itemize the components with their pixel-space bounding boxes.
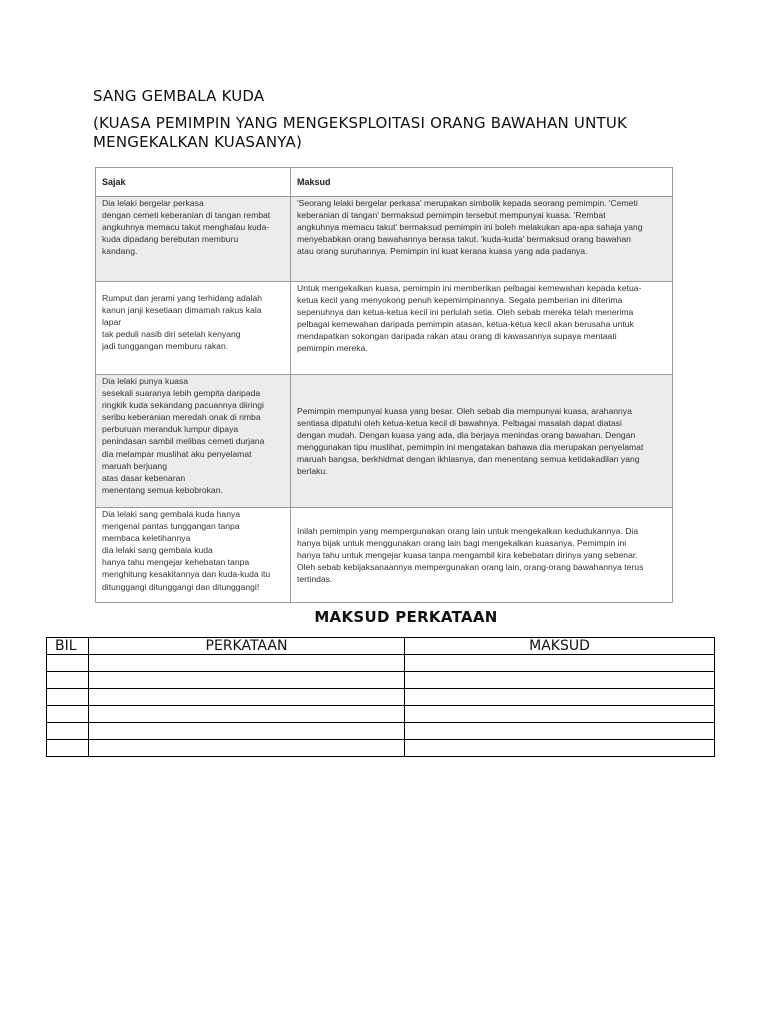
cell-text-line: atas dasar kebenaran [102,472,186,483]
cell-text-line: pelbagai kemewahan daripada pemimpin atasan, ketua-ketua kecil akan berusaha untuk [297,319,634,330]
sajak-cell [96,375,291,508]
maksud-cell[interactable] [405,723,715,740]
cell-text-line: sepenuhnya dan ketua-ketua kecil ini perlulah setia. Oleh sebab mereka telah menerima [297,307,634,318]
cell-text-line: hanya tahu untuk mengejar kuasa tanpa mengambil kira kebebatan dirinya yang sebenar. [297,549,638,560]
bil-cell[interactable] [47,689,89,706]
cell-text-line: dia melampar muslihat aku penyelamat [102,448,252,459]
word-row [47,655,715,672]
bil-cell[interactable] [47,740,89,757]
sajak-cell [96,282,291,375]
sajak-cell [96,508,291,603]
cell-text-line: jadi tunggangan memburu rakan. [102,341,229,352]
document-title: SANG GEMBALA KUDA [93,87,265,105]
header-perkataan: PERKATAAN [89,638,405,655]
cell-text-line: lapar [102,317,122,328]
cell-text-line: dengan cemeti keberanian di tangan rembat [102,210,271,221]
cell-text-line: tertindas. [297,574,333,585]
cell-text-line: menentang semua kebobrokan. [102,484,223,495]
header-maksud: MAKSUD [405,638,715,655]
header-sajak: Sajak [96,168,291,197]
cell-text-line: kuda dipadang berebutan memburu [102,234,239,245]
cell-text-line: berlaku. [297,466,328,477]
cell-text-line: sesekali suaranya lebih gempita daripada [102,388,261,399]
cell-text-line: 'Seorang lelaki bergelar perkasa' merupakan simbolik kepada seorang pemimpin. 'Cemeti [297,198,638,208]
poem-row [96,197,673,282]
bil-cell[interactable] [47,655,89,672]
perkataan-cell[interactable] [89,672,405,689]
document-subtitle: (KUASA PEMIMPIN YANG MENGEKSPLOITASI ORANG BAWAHAN UNTUK MENGEKALKAN KUASANYA) [93,114,628,151]
word-row [47,672,715,689]
cell-text-line: ringkik kuda sekandang pacuannya diiringi [102,400,264,411]
cell-text-line: keberanian di tangan' bermaksud pemimpin tersebut mempunyai kuasa. 'Rembat [297,210,606,221]
poem-table-header-row [96,168,673,197]
cell-text-line: atau orang suruhannya. Pemimpin ini kuat kerana kuasa yang ada padanya. [297,246,588,257]
maksud-cell [291,375,673,508]
bil-cell[interactable] [47,706,89,723]
cell-text-line: Inilah pemimpin yang mempergunakan orang lain untuk mengekalkan kedudukannya. Dia [297,525,639,536]
word-row [47,689,715,706]
cell-text-line: Rumput dan jerami yang terhidang adalah [102,293,263,303]
maksud-cell [291,197,673,282]
maksud-cell[interactable] [405,672,715,689]
cell-text-line: angkuhnya memacu takut menghalau kuda- [102,222,270,233]
cell-text-line: Dia lelaki punya kuasa [102,376,188,386]
cell-text-line: kandang. [102,246,138,257]
cell-text-line: Dia lelaki sang gembala kuda hanya [102,509,241,519]
cell-text-line: penindasan sambil melibas cemeti durjana [102,436,265,447]
header-maksud: Maksud [291,168,673,197]
cell-text-line: maruah bangsa, berkhidmat dengan ikhlasnya, dan menentang semua ketidakadilan yang [297,454,640,465]
cell-text-line: membaca keletihannya [102,533,191,544]
poem-row [96,282,673,375]
cell-text-line: ketua kecil yang menyokong penuh kepemimpinannya. Segala pemberian ini diterima [297,295,623,306]
cell-text-line: hanya bijak untuk menggunakan orang lain bagi mengekalkan kuasanya. Pemimpin ini [297,537,627,548]
cell-text-line: dia lelaki sang gembala kuda [102,545,213,556]
cell-text-line: menggunakan tipu muslihat, pemimpin ini mengatakan bahawa dia merupakan penyelamat [297,442,644,452]
poem-analysis-table [95,167,673,603]
cell-text-line: maruah berjuang [102,460,167,471]
maksud-cell[interactable] [405,689,715,706]
cell-text-line: tak peduli nasib diri setelah kenyang [102,329,241,340]
cell-text-line: seribu keberanian meredah onak di rimba [102,412,261,423]
poem-row [96,508,673,603]
cell-text-line: mendapatkan sokongan daripada rakan atau orang di kawasannya supaya mentaati [297,331,617,342]
perkataan-cell[interactable] [89,723,405,740]
word-row [47,706,715,723]
cell-text-line: Untuk mengekalkan kuasa, pemimpin ini memberikan pelbagai kemewahan kepada ketua- [297,283,642,293]
cell-text-line: kanun janji kesetiaan dimamah rakus kala [102,305,262,316]
cell-text-line: mengenal pantas tunggangan tanpa [102,521,240,532]
cell-text-line: Pemimpin mempunyai kuasa yang besar. Oleh sebab dia mempunyai kuasa, arahannya [297,405,632,416]
section-title: MAKSUD PERKATAAN [314,608,498,626]
cell-text-line: hanya tahu mengejar kehebatan tanpa [102,557,250,568]
perkataan-cell[interactable] [89,655,405,672]
maksud-cell[interactable] [405,655,715,672]
perkataan-cell[interactable] [89,689,405,706]
word-row [47,723,715,740]
header-bil: BIL [47,638,89,655]
bil-cell[interactable] [47,723,89,740]
word-row [47,740,715,757]
perkataan-cell[interactable] [89,740,405,757]
word-table-header-row [47,638,715,655]
maksud-cell [291,282,673,375]
word-meaning-table [46,637,715,757]
cell-text-line: Dia lelaki bergelar perkasa [102,198,204,208]
cell-text-line: menghitung kesakitannya dan kuda-kuda itu [102,569,271,580]
cell-text-line: sentiasa dipatuhi oleh ketua-ketua kecil di bawahnya. Pelbagai masalah dapat diatasi [297,417,622,428]
cell-text-line: ditunggangi ditunggangi dan ditunggangi! [102,581,260,592]
cell-text-line: pemimpin mereka. [297,343,368,354]
cell-text-line: angkuhnya memacu takut' bermaksud pemimpin ini boleh melakukan apa-apa sahaja yang [297,222,643,233]
sajak-cell [96,197,291,282]
maksud-cell[interactable] [405,740,715,757]
poem-row [96,375,673,508]
maksud-cell[interactable] [405,706,715,723]
cell-text-line: menyebabkan orang bawahannya berasa takut. 'kuda-kuda' bermaksud orang bawahan [297,234,631,245]
cell-text-line: dengan mudah. Dengan kuasa yang ada, dia berjaya menindas orang bawahan. Dengan [297,429,636,440]
perkataan-cell[interactable] [89,706,405,723]
cell-text-line: perburuan meranduk lumpur dipaya [102,424,239,435]
cell-text-line: Oleh sebab kebijaksanaannya mempergunakan orang lain, orang-orang bawahannya terus [297,562,644,573]
bil-cell[interactable] [47,672,89,689]
maksud-cell [291,508,673,603]
